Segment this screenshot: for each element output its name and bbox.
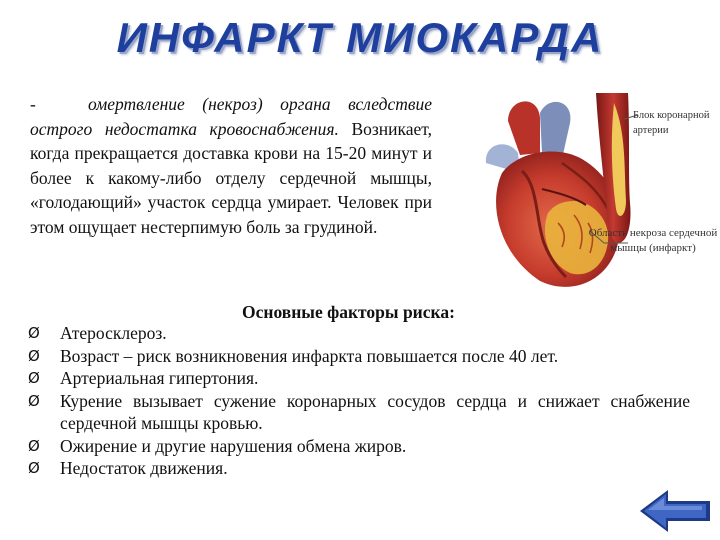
list-item-text: Атеросклероз. <box>60 323 167 343</box>
back-button[interactable] <box>638 488 714 534</box>
list-item-text: Курение вызывает сужение коронарных сосудов сердца и снижает снабжение сердечной мышцы кровью. <box>60 390 690 433</box>
back-arrow-icon <box>640 490 710 532</box>
list-item <box>28 322 690 345</box>
list-item-text: Артериальная гипертония. <box>60 368 259 388</box>
bullet-arrow-icon: Ø <box>28 346 40 365</box>
bullet-arrow-icon: Ø <box>28 459 40 477</box>
definition-body: Возникает, когда прекращается доставка крови на 15-20 минут и более к какому-либо отделу сердечной мышцы, «голодающий» участок сердца умирает. Человек при этом ощущает нестерпимую боль за грудиной. <box>30 118 433 237</box>
bullet-arrow-icon: Ø <box>28 391 40 410</box>
page-title: ИНФАРКТ МИОКАРДА <box>116 14 604 61</box>
list-item <box>28 457 690 480</box>
list-item-text: Недостаток движения. <box>60 458 228 478</box>
bullet-arrow-icon: Ø <box>28 324 40 342</box>
list-item <box>28 390 690 435</box>
list-item <box>28 435 690 458</box>
list-item <box>28 367 690 390</box>
definition-dash: - <box>30 94 36 114</box>
label-coronary-block: Блок коронарной артерии <box>633 110 710 136</box>
bullet-arrow-icon: Ø <box>28 369 40 387</box>
risk-factors-title: Основные факторы риска: <box>242 302 455 322</box>
definition-paragraph <box>30 92 432 239</box>
definition-lead: омертвление (некроз) органа вследствие острого недостатка кровоснабжения. <box>30 94 432 139</box>
list-item <box>28 345 690 368</box>
label-necrosis-area: Область некроза сердечной мышцы (инфаркт) <box>588 227 718 254</box>
list-item-text: Возраст – риск возникновения инфаркта повышается после 40 лет. <box>60 345 559 366</box>
bullet-arrow-icon: Ø <box>28 436 40 455</box>
list-item-text: Ожирение и другие нарушения обмена жиров. <box>60 435 407 456</box>
risk-factors-list <box>28 322 690 480</box>
